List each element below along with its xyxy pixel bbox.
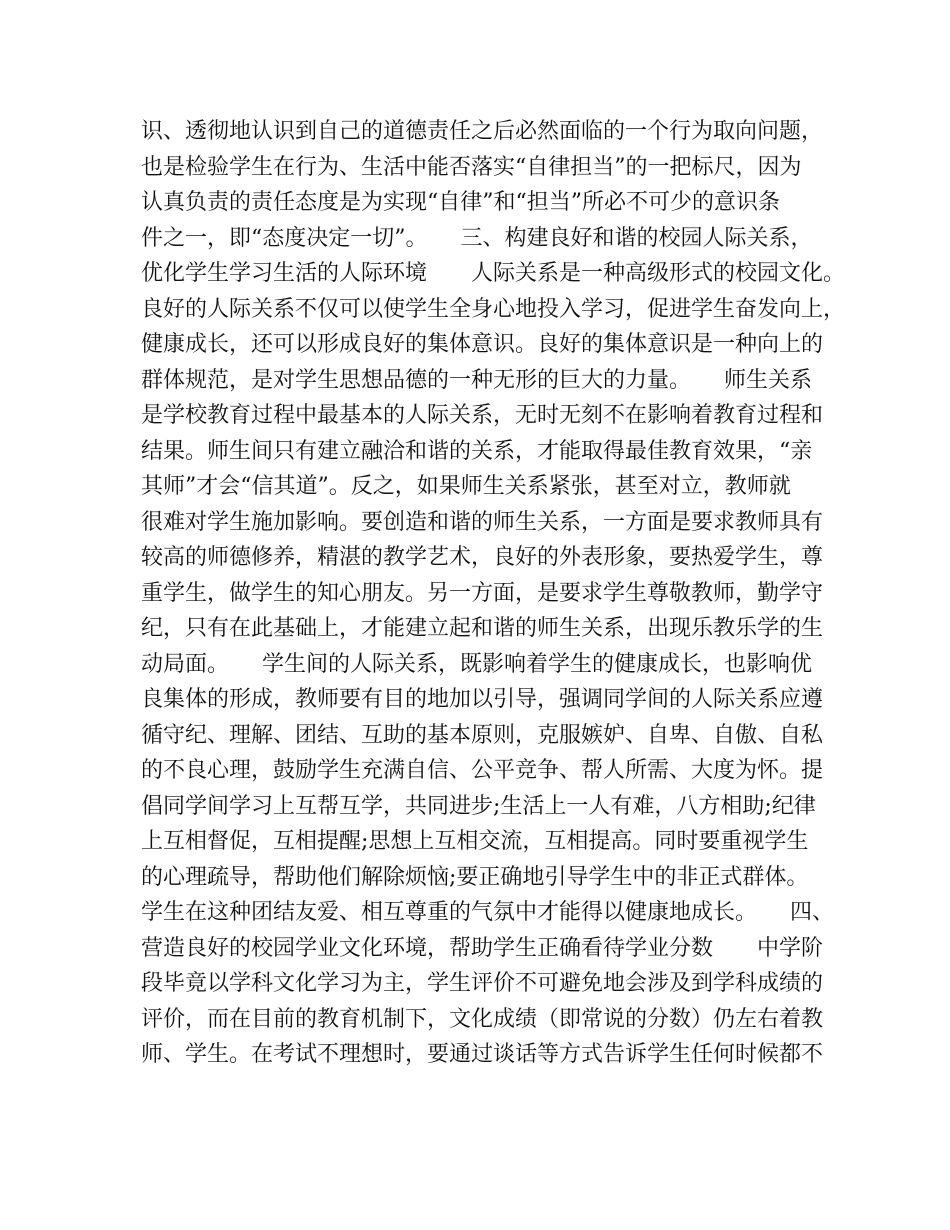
- text-line: 认真负责的责任态度是为实现“自律”和“担当”所必不可少的意识条: [141, 190, 780, 215]
- text-line: 是学校教育过程中最基本的人际关系，无时无刻不在影响着教育过程和: [141, 403, 824, 428]
- text-line: 结果。师生间只有建立融洽和谐的关系，才能取得最佳教育效果，“亲: [141, 438, 813, 464]
- text-line: 评价，而在目前的教育机制下，文化成绩（即常说的分数）仍左右着教: [141, 1006, 824, 1032]
- text-line: 件之一，即“态度决定一切”。 三、构建良好和谐的校园人际关系，: [141, 225, 813, 251]
- text-line: 的心理疏导，帮助他们解除烦恼;要正确地引导学生中的非正式群体。: [141, 864, 809, 890]
- text-line: 识、透彻地认识到自己的道德责任之后必然面临的一个行为取向问题，: [141, 119, 824, 144]
- text-line: 营造良好的校园学业文化环境，帮助学生正确看待学业分数 中学阶: [141, 935, 824, 961]
- text-line: 上互相督促，互相提醒;思想上互相交流，互相提高。同时要重视学生: [141, 829, 809, 854]
- text-line: 动局面。 学生间的人际关系，既影响着学生的健康成长，也影响优: [141, 651, 813, 677]
- text-line: 倡同学间学习上互帮互学，共同进步;生活上一人有难，八方相助;纪律: [141, 793, 816, 819]
- text-line: 段毕竟以学科文化学习为主，学生评价不可避免地会涉及到学科成绩的: [141, 971, 824, 996]
- text-line: 学生在这种团结友爱、相互尊重的气氛中才能得以健康地成长。 四、: [141, 900, 835, 925]
- text-line: 师、学生。在考试不理想时，要通过谈话等方式告诉学生任何时候都不: [141, 1042, 824, 1067]
- text-line: 良好的人际关系不仅可以使学生全身心地投入学习，促进学生奋发向上，: [141, 296, 846, 322]
- text-line: 重学生，做学生的知心朋友。另一方面，是要求学生尊敬教师，勤学守: [141, 580, 824, 606]
- text-line: 很难对学生施加影响。要创造和谐的师生关系，一方面是要求教师具有: [141, 509, 824, 535]
- text-line: 优化学生学习生活的人际环境 人际关系是一种高级形式的校园文化。: [141, 261, 846, 286]
- text-line: 循守纪、理解、团结、互助的基本原则，克服嫉妒、自卑、自傲、自私: [141, 722, 824, 748]
- text-line: 的不良心理，鼓励学生充满自信、公平竞争、帮人所需、大度为怀。提: [141, 758, 824, 783]
- text-line: 健康成长，还可以形成良好的集体意识。良好的集体意识是一种向上的: [141, 332, 824, 357]
- body-text: [141, 114, 846, 1073]
- text-line: 群体规范，是对学生思想品德的一种无形的巨大的力量。 师生关系: [141, 367, 813, 393]
- text-line: 纪，只有在此基础上，才能建立起和谐的师生关系，出现乐教乐学的生: [141, 616, 824, 641]
- text-line: 较高的师德修养，精湛的教学艺术，良好的外表形象，要热爱学生，尊: [141, 545, 824, 570]
- text-line: 良集体的形成，教师要有目的地加以引导，强调同学间的人际关系应遵: [141, 687, 824, 712]
- text-line: 其师”才会“信其道”。反之，如果师生关系紧张，甚至对立，教师就: [141, 474, 791, 499]
- text-line: 也是检验学生在行为、生活中能否落实“自律担当”的一把标尺，因为: [141, 154, 802, 180]
